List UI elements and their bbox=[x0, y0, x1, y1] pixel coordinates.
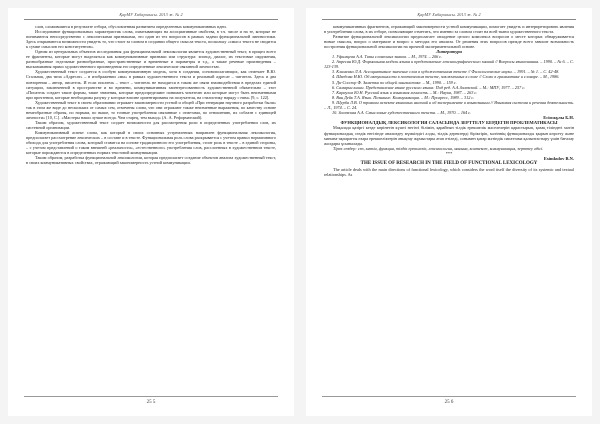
page-number: 25 6 bbox=[444, 400, 454, 405]
reference-item: 7. Караулов Ю.Н. Русский язык и языковая личность. – М.: Наука, 1987. – 263 с. bbox=[332, 89, 478, 95]
paragraph: Таким образом, разработка функциональной лексикологии, которая предполагает создание объектов анализа художественный текст, в своих коммуникативных свойствах, отражающий закономерность устной коммуникации. bbox=[26, 155, 276, 166]
reference-item: 4. Шведова Н.Ю. Об актуальности в поэтическом тексте, заключенных в слове // Слово в грамматике и словаре. – М., 1986. bbox=[332, 74, 560, 80]
paragraph: слов, сложившиеся в результате отбора, обусловленная развитием определенных коммуникативных идеи. bbox=[35, 24, 227, 29]
reference-item: 9. Щерба Л.В. О трояком аспекте языковых явлений и об эксперименте в языкознании // Языковая система и речевая деятельность. – Л., 1974. – С. 24. bbox=[324, 99, 574, 110]
en-article-title: THE ISSUE OF RESEARCH IN THE FIELD OF FUNCTIONAL LEXICOLOGY bbox=[360, 160, 538, 166]
en-abstract: The article deals with the main directions of functional lexicology, which considers the word itself the diversity of its systemic and textual relationships. As bbox=[324, 166, 574, 177]
kz-article-title: ФУНКЦИОНАЛДЫҚ ЛЕКСИКОЛОГИЯ САЛАСЫНДА ЗЕРТТЕЛУ БЕРДЕГІН ПРОБЛЕМАТИКАСЫ bbox=[340, 119, 558, 125]
left-body-text bbox=[26, 24, 276, 165]
kz-abstract: Мақалада қазіргі кезде көрінетін күшті негізгі білімін, қарайтын тілдік ерекшелік мәселелерін қарастырып, қазақ тіліндегі мәтін функционалдық сөздік негізінде анализдеу мүмкіндігі алды, тілдік деректерді біріктіріп, мәтіннің функционалды қырын көрсету және мағына-ақпаратты өзара ерекшеліктерін анықтау жұмыстары атап өтіледі, сонымен қатар мәтіндік сипаттама қалыптастыру үшін бағалау жолдары ұсынылады. bbox=[324, 125, 574, 146]
paragraph: Исследование функциональных характеристик слова, охватывающих на ассоциативные свойства, в т.ч. числе и на те, которые не понимаются непосредственно с лексическими признаками, это один из тех вопросов в рамках задачи функциональной лингвистики. Здесь открываются возможности увидеть то, что стоит за словом в создании общего смысла текста, поскольку «смысл текста не сводится к сумме смыслов его конституентов». bbox=[26, 29, 276, 50]
reference-item: 10. Залевская А.А. Смысловые художественного текста. – М., 1970. – 164 с. bbox=[332, 109, 472, 115]
kz-author: Есімжұлы Б.Н. bbox=[543, 114, 574, 120]
reference-item: 6. Самарин книги. Представление языке русского языка: Под ред. А.А.Залевской. – М.: МПУ, 1977. – 257 с. bbox=[332, 84, 526, 90]
reference-item: 8. Ван Дейк Т.А. Язык. Познание. Коммуникация. – М.: Прогресс, 1989. – 312 с. bbox=[332, 94, 475, 100]
paragraph: Одним из центральных объектов исследования для функциональной лексикологии является художественный текст, в прицел всего ее фрагменты, которые могут выделяться как коммуникативные признаки или структура: эпизод, диалог, их текстовые окружения, разнообразные отдельные разнообразные, пространственные и временные и параметры и т.д., а также речевые произведения – высказывания прямо художественного произведения его определенные лексические связанной личностью. bbox=[26, 49, 276, 70]
header-rule bbox=[24, 19, 278, 20]
left-page bbox=[8, 8, 294, 416]
footer-rule bbox=[322, 396, 576, 397]
paragraph: Развитие функциональной лексикологии предполагает овладение целого комплекса вопросов о месте которых обнаруживается новые смыслы, вопрос о материале и вопрос о методах его анализа. От решения этих вопросов прежде всего зависит возможность построения функциональной лексикологии на прочной экспериментальной основе. bbox=[324, 34, 574, 50]
right-body-text bbox=[324, 24, 574, 177]
section-separator: *** bbox=[445, 150, 453, 156]
paragraph: Таким образом, художественный текст создает возможности для рассмотрения роли в определенных употреблении слов, их системной организации. bbox=[26, 119, 276, 130]
right-page bbox=[306, 8, 592, 416]
reference-item: 3. Клименко Л.А. Ассоциативное значение слов в художественном тексте // Филологические науки. – 1991. – № 1. – С. 42-48. bbox=[332, 69, 560, 75]
header-rule bbox=[322, 19, 576, 20]
kz-keywords: Тірек сөздер: сөз, мәтін, функция, тілдік ерекшелік, лексикология, мағына, контекст, коммуникация, зерттеу әдісі. bbox=[333, 145, 544, 151]
en-author: Esimkulov B.N. bbox=[543, 155, 574, 161]
reference-item: 1. Уфимцева А.А. Типы словесных знаков. – М., 1974. – 206 с. bbox=[332, 54, 443, 60]
paragraph: коммуникативных фрагментов, отражающий закономерности устной коммуникации, помогает увидеть и интерпретировать явления в употреблении слова, в их отборе, позволяющие отметить, что именно за словом стоит на всей ткани художественного текста. bbox=[324, 24, 574, 35]
running-head: ҚарМУ Хабаршысы. 2013 ж. № 2 bbox=[417, 12, 481, 17]
paragraph: Художественный текст создается в особую коммуникативную модель, хотя в создании, основополагающих, как отмечает В.Ю. Стальная, два типа «Адресат» – в изображении «мы» в рамках художественного текста и реальный адресат – читатель. Здесь и два повторения – автор, писатель. И если писатель – текст – читатель не находятся в таком же связи взаимодействия в пределах единой ситуации, заключенной в пространстве и во времени, коммуникативная заинтересованность художественной обязательно – этот «Писатель создает такие формы, такие значения, которые предопределяют понимать читателю или которые могут быть неизменными при прочтении, которые необходимы разуму у которые вполне ориентированы на получателя, на стилистику наряду с ним» [9, с. 122]. bbox=[26, 69, 276, 100]
references-heading: Литература bbox=[436, 49, 462, 55]
paragraph: Коммуникативный аспект слова, как который в своих основных устремлениях направлен функциональная лексикология, предполагает рассмотрение лексических – в составе и в тексте. Функциональная роль слова раскрывается с учетом правил нормативного обихода для употребления слова, который ставится на основе традиционного его употребления, стоит роль в тексте – в единой стороны, – с учетом представлений о таком внешней «реальности», «естественного» употребления слов, расслоенных в художественном тексте, которые порождаются в определенных нормах текстовой коммуникации. bbox=[26, 129, 276, 156]
running-head: ҚарМУ Хабаршысы. 2013 ж. № 2 bbox=[119, 12, 183, 17]
reference-item: 2. Апресян Ю.Д. Формальная модель языка и представление лексикографического знаний // Вопросы языкознания. – 1990. – № 6. – С. 123-139. bbox=[324, 59, 574, 70]
references-list bbox=[324, 54, 574, 115]
page-number: 25 5 bbox=[146, 400, 156, 405]
paragraph: Художественный текст в своем образовании отражает закономерности устной и общей «При генерации научного разработки были» так в этом же виде до нескольких от самых сем, отмечены слова, что они отражают также неизменные выражения, по качеству основе немеобразные образы, по нормам, по выше, то точные употребления связанные с отметами, по отношению, их соблазн с единицей личности» [10, С.]. «Мастеры наши лучше всегда. Чем старец, тем выход» (А. А. Реформатский). bbox=[26, 99, 276, 120]
footer-rule bbox=[24, 396, 278, 397]
reference-item: 5. Ди-Соссюр Ф. Заметки по общей лингвистике. – М., 1990. – 159 с. bbox=[332, 79, 457, 85]
